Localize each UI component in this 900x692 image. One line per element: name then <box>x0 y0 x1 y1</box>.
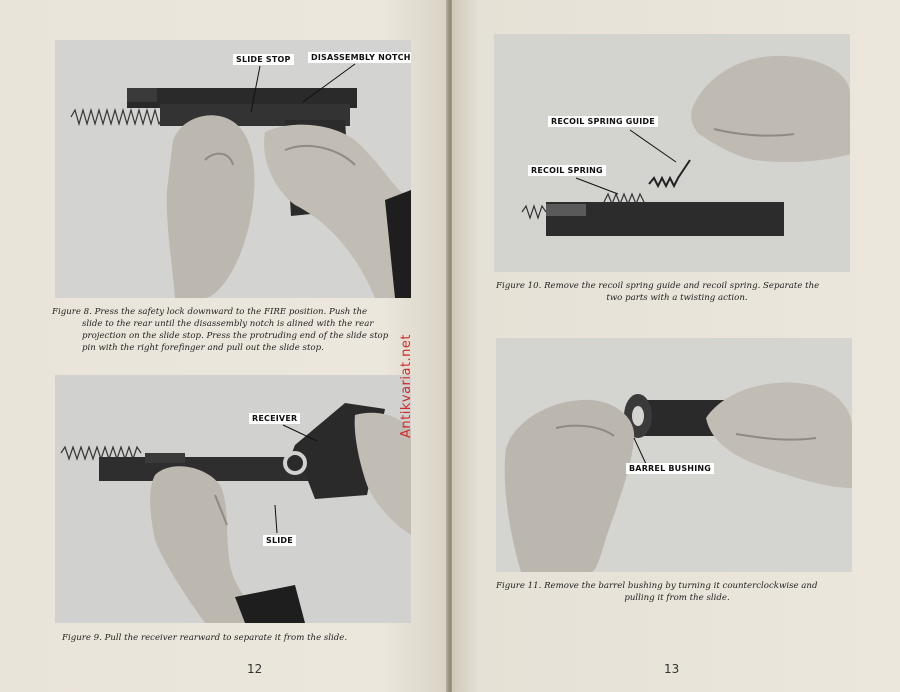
figure-8-caption-line-4: pin with the right forefinger and pull out the slide stop. <box>82 343 324 353</box>
figure-8-caption-line-3: projection on the slide stop. Press the protruding end of the slide stop <box>82 331 389 341</box>
right-page <box>452 0 900 692</box>
figure-11-photo <box>496 338 852 572</box>
figure-10-caption-line-2: two parts with a twisting action. <box>606 293 748 303</box>
figure-10-illustration <box>494 34 850 272</box>
label-receiver: RECEIVER <box>249 413 300 424</box>
figure-11-illustration <box>496 338 852 572</box>
figure-8-photo <box>55 40 411 298</box>
left-page <box>0 0 448 692</box>
watermark-text: Antikvariat.net <box>399 333 414 438</box>
label-disassembly-notch: DISASSEMBLY NOTCH <box>308 52 411 63</box>
figure-8-illustration <box>55 40 411 298</box>
label-slide: SLIDE <box>263 535 296 546</box>
figure-11-caption-line-1: Figure 11. Remove the barrel bushing by turning it counterclockwise and <box>496 581 818 591</box>
label-recoil-spring-guide: RECOIL SPRING GUIDE <box>548 116 658 127</box>
figure-10-caption <box>496 280 858 304</box>
page-number-left: 12 <box>247 662 263 676</box>
figure-11-caption <box>496 580 858 604</box>
figure-11-caption-line-2: pulling it from the slide. <box>624 593 730 603</box>
watermark <box>395 270 415 440</box>
figure-9-caption: Figure 9. Pull the receiver rearward to separate it from the slide. <box>62 633 348 643</box>
page-number-right: 13 <box>664 662 680 676</box>
label-recoil-spring: RECOIL SPRING <box>528 165 606 176</box>
label-slide-stop: SLIDE STOP <box>233 54 294 65</box>
figure-8-caption-line-2: slide to the rear until the disassembly notch is alined with the rear <box>82 319 374 329</box>
figure-9-photo <box>55 375 411 623</box>
figure-8-caption <box>52 306 414 354</box>
figure-10-photo <box>494 34 850 272</box>
figure-9-illustration <box>55 375 411 623</box>
figure-8-caption-line-1: Figure 8. Press the safety lock downward to the FIRE position. Push the <box>52 307 368 317</box>
label-barrel-bushing: BARREL BUSHING <box>626 463 714 474</box>
figure-10-caption-line-1: Figure 10. Remove the recoil spring guide and recoil spring. Separate the <box>496 281 820 291</box>
